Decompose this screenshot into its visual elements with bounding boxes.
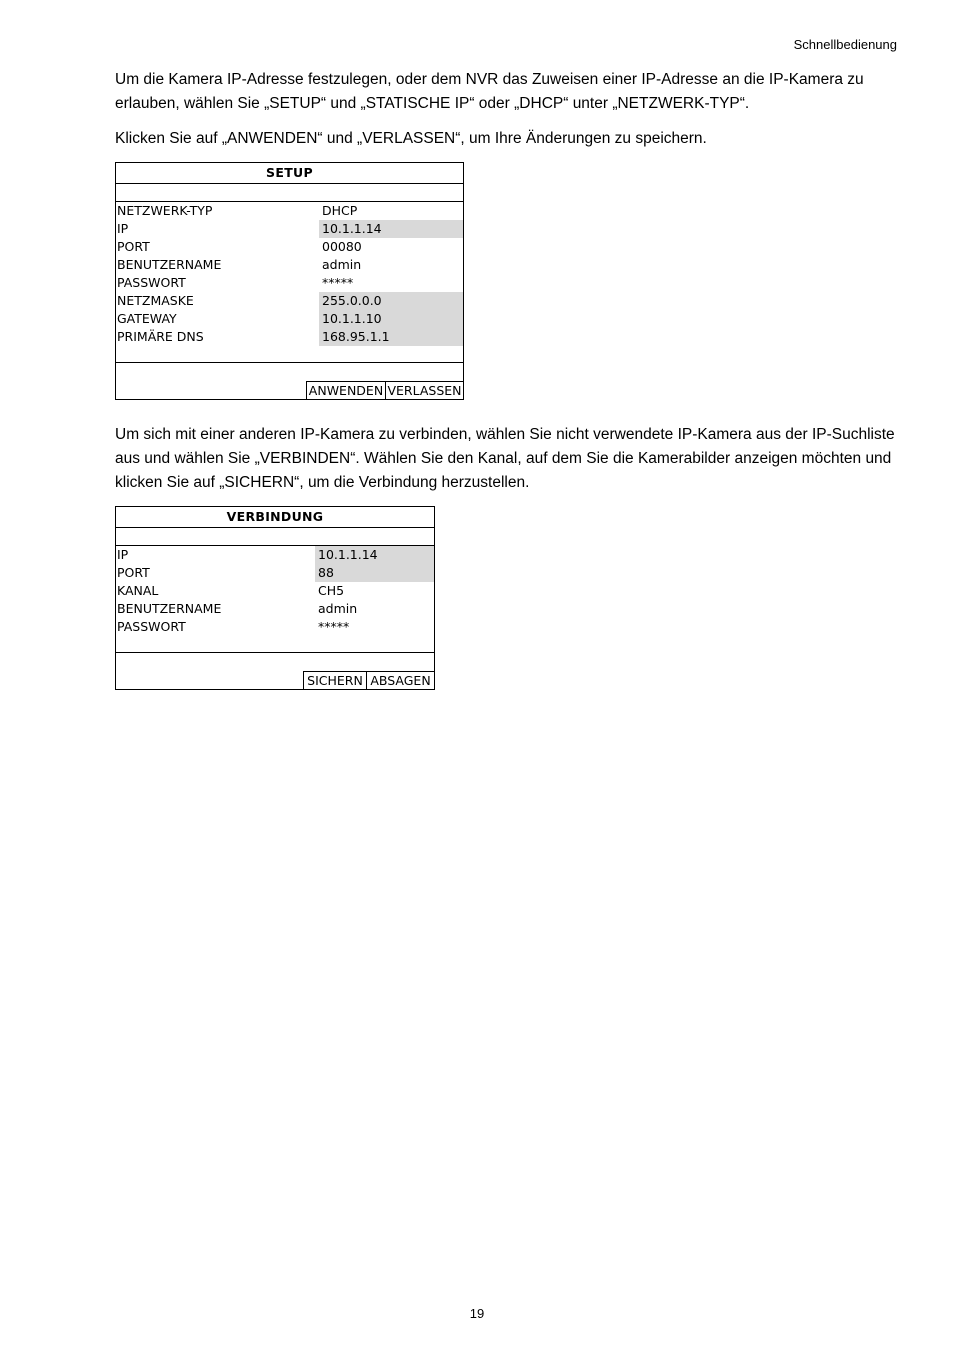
apply-button[interactable]: ANWENDEN [306, 381, 385, 399]
field-label: IP [117, 547, 129, 562]
field-netmask[interactable] [116, 292, 463, 310]
field-label: GATEWAY [117, 311, 177, 326]
setup-fields [116, 202, 463, 346]
field-value[interactable]: 255.0.0.0 [319, 292, 463, 310]
field-gateway[interactable] [116, 310, 463, 328]
field-value[interactable]: CH5 [318, 583, 345, 598]
field-value[interactable]: ***** [322, 275, 354, 290]
field-label: PORT [117, 239, 150, 254]
connection-panel-title: VERBINDUNG [116, 507, 434, 528]
field-password[interactable] [116, 618, 434, 636]
field-label: KANAL [117, 583, 159, 598]
setup-panel-footer [116, 362, 463, 399]
field-label: PRIMÄRE DNS [117, 329, 204, 344]
field-value[interactable]: 10.1.1.14 [315, 546, 434, 564]
field-value[interactable]: 10.1.1.10 [319, 310, 463, 328]
setup-panel-title: SETUP [116, 163, 463, 184]
page-number: 19 [469, 1306, 485, 1321]
connection-panel-footer [116, 652, 434, 689]
save-button[interactable]: SICHERN [303, 671, 366, 689]
exit-button[interactable]: VERLASSEN [385, 381, 463, 399]
cancel-button[interactable]: ABSAGEN [366, 671, 434, 689]
intro-paragraph: Um die Kamera IP-Adresse festzulegen, oder dem NVR das Zuweisen einer IP-Adresse an die IP-Kamera zu erlauben, wählen Sie „SETUP“ und „STATISCHE IP“ oder „DHCP“ unter „NETZWERK-TYP“. [115, 71, 864, 112]
field-label: BENUTZERNAME [117, 601, 222, 616]
field-port[interactable] [116, 238, 463, 256]
field-label: BENUTZERNAME [117, 257, 222, 272]
connect-instruction: Um sich mit einer anderen IP-Kamera zu verbinden, wählen Sie nicht verwendete IP-Kamera aus der IP-Suchliste aus und wählen Sie „VERBINDEN“. Wählen Sie den Kanal, auf dem Sie die Kamerabilder anzeigen möchten und klicken Sie auf „SICHERN“, um die Verbindung herzustellen. [115, 426, 895, 491]
field-port[interactable] [116, 564, 434, 582]
field-value[interactable]: 00080 [322, 239, 362, 254]
field-value[interactable]: ***** [318, 619, 350, 634]
field-value[interactable]: 88 [315, 564, 434, 582]
apply-instruction: Klicken Sie auf „ANWENDEN“ und „VERLASSEN“, um Ihre Änderungen zu speichern. [115, 130, 707, 147]
field-channel[interactable] [116, 582, 434, 600]
field-label: PORT [117, 565, 150, 580]
setup-panel [115, 162, 464, 400]
field-label: PASSWORT [117, 275, 186, 290]
connection-panel-spacer [116, 528, 434, 546]
field-ip[interactable] [116, 220, 463, 238]
field-username[interactable] [116, 256, 463, 274]
field-value[interactable]: admin [322, 257, 362, 272]
field-value[interactable]: 10.1.1.14 [319, 220, 463, 238]
field-username[interactable] [116, 600, 434, 618]
setup-panel-spacer [116, 184, 463, 202]
field-network-type[interactable] [116, 202, 463, 220]
field-primary-dns[interactable] [116, 328, 463, 346]
field-password[interactable] [116, 274, 463, 292]
field-label: IP [117, 221, 129, 236]
field-ip[interactable] [116, 546, 434, 564]
connection-fields [116, 546, 434, 636]
field-value[interactable]: admin [318, 601, 358, 616]
field-label: NETZWERK-TYP [117, 203, 213, 218]
field-label: NETZMASKE [117, 293, 194, 308]
connection-panel [115, 506, 435, 690]
field-value[interactable]: 168.95.1.1 [319, 328, 463, 346]
field-value[interactable]: DHCP [322, 203, 358, 218]
field-label: PASSWORT [117, 619, 186, 634]
section-header: Schnellbedienung [793, 37, 897, 52]
